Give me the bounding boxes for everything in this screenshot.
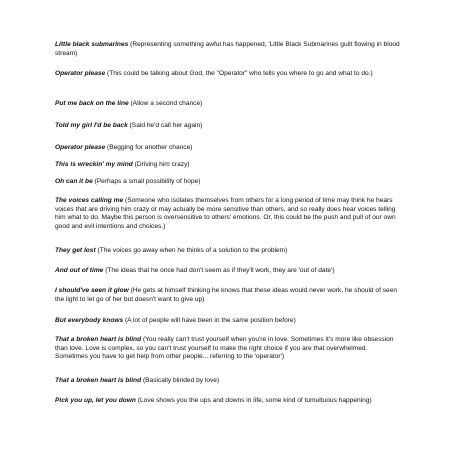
lyric-phrase: They get lost <box>55 247 96 254</box>
annotation-entry <box>55 161 400 170</box>
annotation-entry <box>55 144 400 153</box>
lyric-explanation: (Representing something awful has happened, 'Little Black Submarines guilt flowing in blood stream) <box>55 41 400 57</box>
lyric-explanation: (This could be talking about God, the "Operator" who tells you where to go and what to do.) <box>105 70 373 77</box>
annotation-entry <box>55 70 400 79</box>
annotation-entry <box>55 247 400 256</box>
lyric-explanation: (Love shows you the ups and downs in life, some kind of tumultuous happening) <box>135 397 372 404</box>
lyric-phrase: But everybody knows <box>55 317 124 324</box>
lyric-explanation: (Driving him crazy) <box>132 161 190 168</box>
lyric-phrase: Put me back on the line <box>55 100 129 107</box>
lyric-explanation: (Said he'd call her again) <box>127 122 203 129</box>
lyric-explanation: (Perhaps a small possibility of hope) <box>92 178 201 185</box>
annotation-entry <box>55 287 400 304</box>
annotation-entry <box>55 267 400 276</box>
lyric-explanation: (The voices go away when he thinks of a solution to the problem) <box>95 247 288 254</box>
lyric-phrase: That a broken heart is blind <box>55 336 142 343</box>
lyric-explanation: (Someone who isolates themselves from others for a long period of time may think he hears voices that are driving him crazy or may actually be more sensitive than others, and so really does hear voices telling him what to do. Maybe this person is oversensitive to others' emotions. Or, this could be the push and pull of our own good and evil intentions and choices.) <box>55 197 396 230</box>
lyric-explanation: (The ideas that he once had don't seem as if they'll work, they are 'out of date') <box>103 267 335 274</box>
annotation-entry <box>55 122 400 131</box>
lyric-explanation: (Basically blinded by love) <box>141 377 220 384</box>
lyric-phrase: The voices calling me <box>55 197 124 204</box>
lyric-phrase: This is wreckin' my mind <box>55 161 133 168</box>
lyric-phrase: Pick you up, let you down <box>55 397 136 404</box>
lyric-explanation: (He gets at himself thinking he knows that these ideas would never work, he should of seen the light to let go of her but doesn't want to give up) <box>55 287 398 303</box>
annotation-entry <box>55 41 400 58</box>
lyric-phrase: Oh can it be <box>55 178 93 185</box>
lyric-phrase: I should've seen it glow <box>55 287 129 294</box>
lyric-phrase: And out of time <box>55 267 104 274</box>
annotation-entry <box>55 178 400 187</box>
lyric-explanation: (You really can't trust yourself when you're in love. Sometimes it's more like obsession than love. Love is complex, so you can't trust yourself to make the right choice if you are that overwhelmed. Sometimes you have to get help from other people... referring to the 'operator') <box>55 336 394 361</box>
lyric-phrase: Little black submarines <box>55 41 129 48</box>
annotation-entry <box>55 317 400 326</box>
lyric-explanation: (Begging for another chance) <box>105 144 193 151</box>
annotation-entry <box>55 336 400 362</box>
lyric-phrase: That a broken heart is blind <box>55 377 142 384</box>
annotation-entry <box>55 397 400 406</box>
lyric-explanation: (A lot of people will have been in the same position before) <box>123 317 296 324</box>
lyric-phrase: Operator please <box>55 144 106 151</box>
lyric-explanation: (Allow a second chance) <box>128 100 203 107</box>
annotation-entry <box>55 377 400 386</box>
annotation-entry <box>55 197 400 231</box>
annotation-entry <box>55 100 400 109</box>
lyric-phrase: Operator please <box>55 70 106 77</box>
lyric-phrase: Told my girl I'd be back <box>55 122 128 129</box>
